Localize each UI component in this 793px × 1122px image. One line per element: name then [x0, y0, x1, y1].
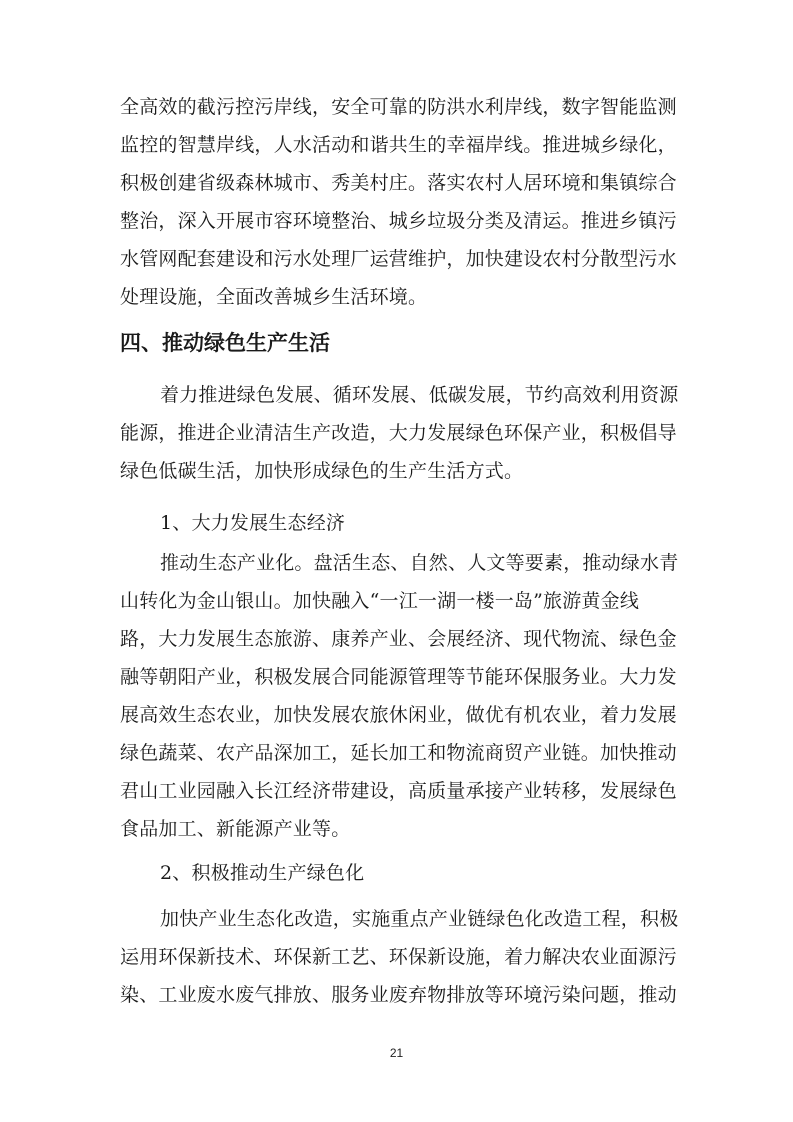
section-heading: 四、推动绿色生产生活	[120, 331, 330, 355]
paragraph-4-line-2: 运用环保新技术、环保新工艺、环保新设施，着力解决农业面源污	[120, 946, 677, 968]
paragraph-3-line-6: 绿色蔬菜、农产品深加工，延长加工和物流商贸产业链。加快推动	[120, 742, 677, 764]
page-number: 21	[389, 1046, 404, 1060]
subheading-1: 1、大力发展生态经济	[160, 512, 346, 534]
paragraph-4-line-3: 染、工业废水废气排放、服务业废弃物排放等环境污染问题，推动	[120, 984, 677, 1006]
paragraph-3-line-1: 推动生态产业化。盘活生态、自然、人文等要素，推动绿水青	[160, 552, 679, 574]
paragraph-1-line-3: 积极创建省级森林城市、秀美村庄。落实农村人居环境和集镇综合	[120, 172, 677, 194]
paragraph-3-line-3: 路，大力发展生态旅游、康养产业、会展经济、现代物流、绿色金	[120, 628, 677, 650]
paragraph-3-line-4: 融等朝阳产业，积极发展合同能源管理等节能环保服务业。大力发	[120, 666, 677, 688]
paragraph-3-line-7: 君山工业园融入长江经济带建设，高质量承接产业转移，发展绿色	[120, 780, 677, 802]
paragraph-2-line-3: 绿色低碳生活，加快形成绿色的生产生活方式。	[120, 460, 524, 482]
paragraph-1-line-4: 整治，深入开展市容环境整治、城乡垃圾分类及清运。推进乡镇污	[120, 210, 677, 232]
paragraph-3-line-5: 展高效生态农业，加快发展农旅休闲业，做优有机农业，着力发展	[120, 704, 677, 726]
subheading-2: 2、积极推动生产绿色化	[160, 862, 365, 884]
paragraph-1-line-5: 水管网配套建设和污水处理厂运营维护，加快建设农村分散型污水	[120, 248, 677, 270]
paragraph-1-line-2: 监控的智慧岸线，人水活动和谐共生的幸福岸线。推进城乡绿化，	[120, 134, 677, 156]
paragraph-1-line-6: 处理设施，全面改善城乡生活环境。	[120, 286, 428, 308]
paragraph-4-line-1: 加快产业生态化改造，实施重点产业链绿色化改造工程，积极	[160, 908, 679, 930]
paragraph-2-line-2: 能源，推进企业清洁生产改造，大力发展绿色环保产业，积极倡导	[120, 422, 677, 444]
paragraph-3-line-2: 山转化为金山银山。加快融入“一江一湖一楼一岛”旅游黄金线	[120, 590, 640, 612]
paragraph-3-line-8: 食品加工、新能源产业等。	[120, 818, 351, 840]
paragraph-2-line-1: 着力推进绿色发展、循环发展、低碳发展，节约高效利用资源	[160, 384, 679, 406]
paragraph-1-line-1: 全高效的截污控污岸线，安全可靠的防洪水利岸线，数字智能监测	[120, 96, 677, 118]
